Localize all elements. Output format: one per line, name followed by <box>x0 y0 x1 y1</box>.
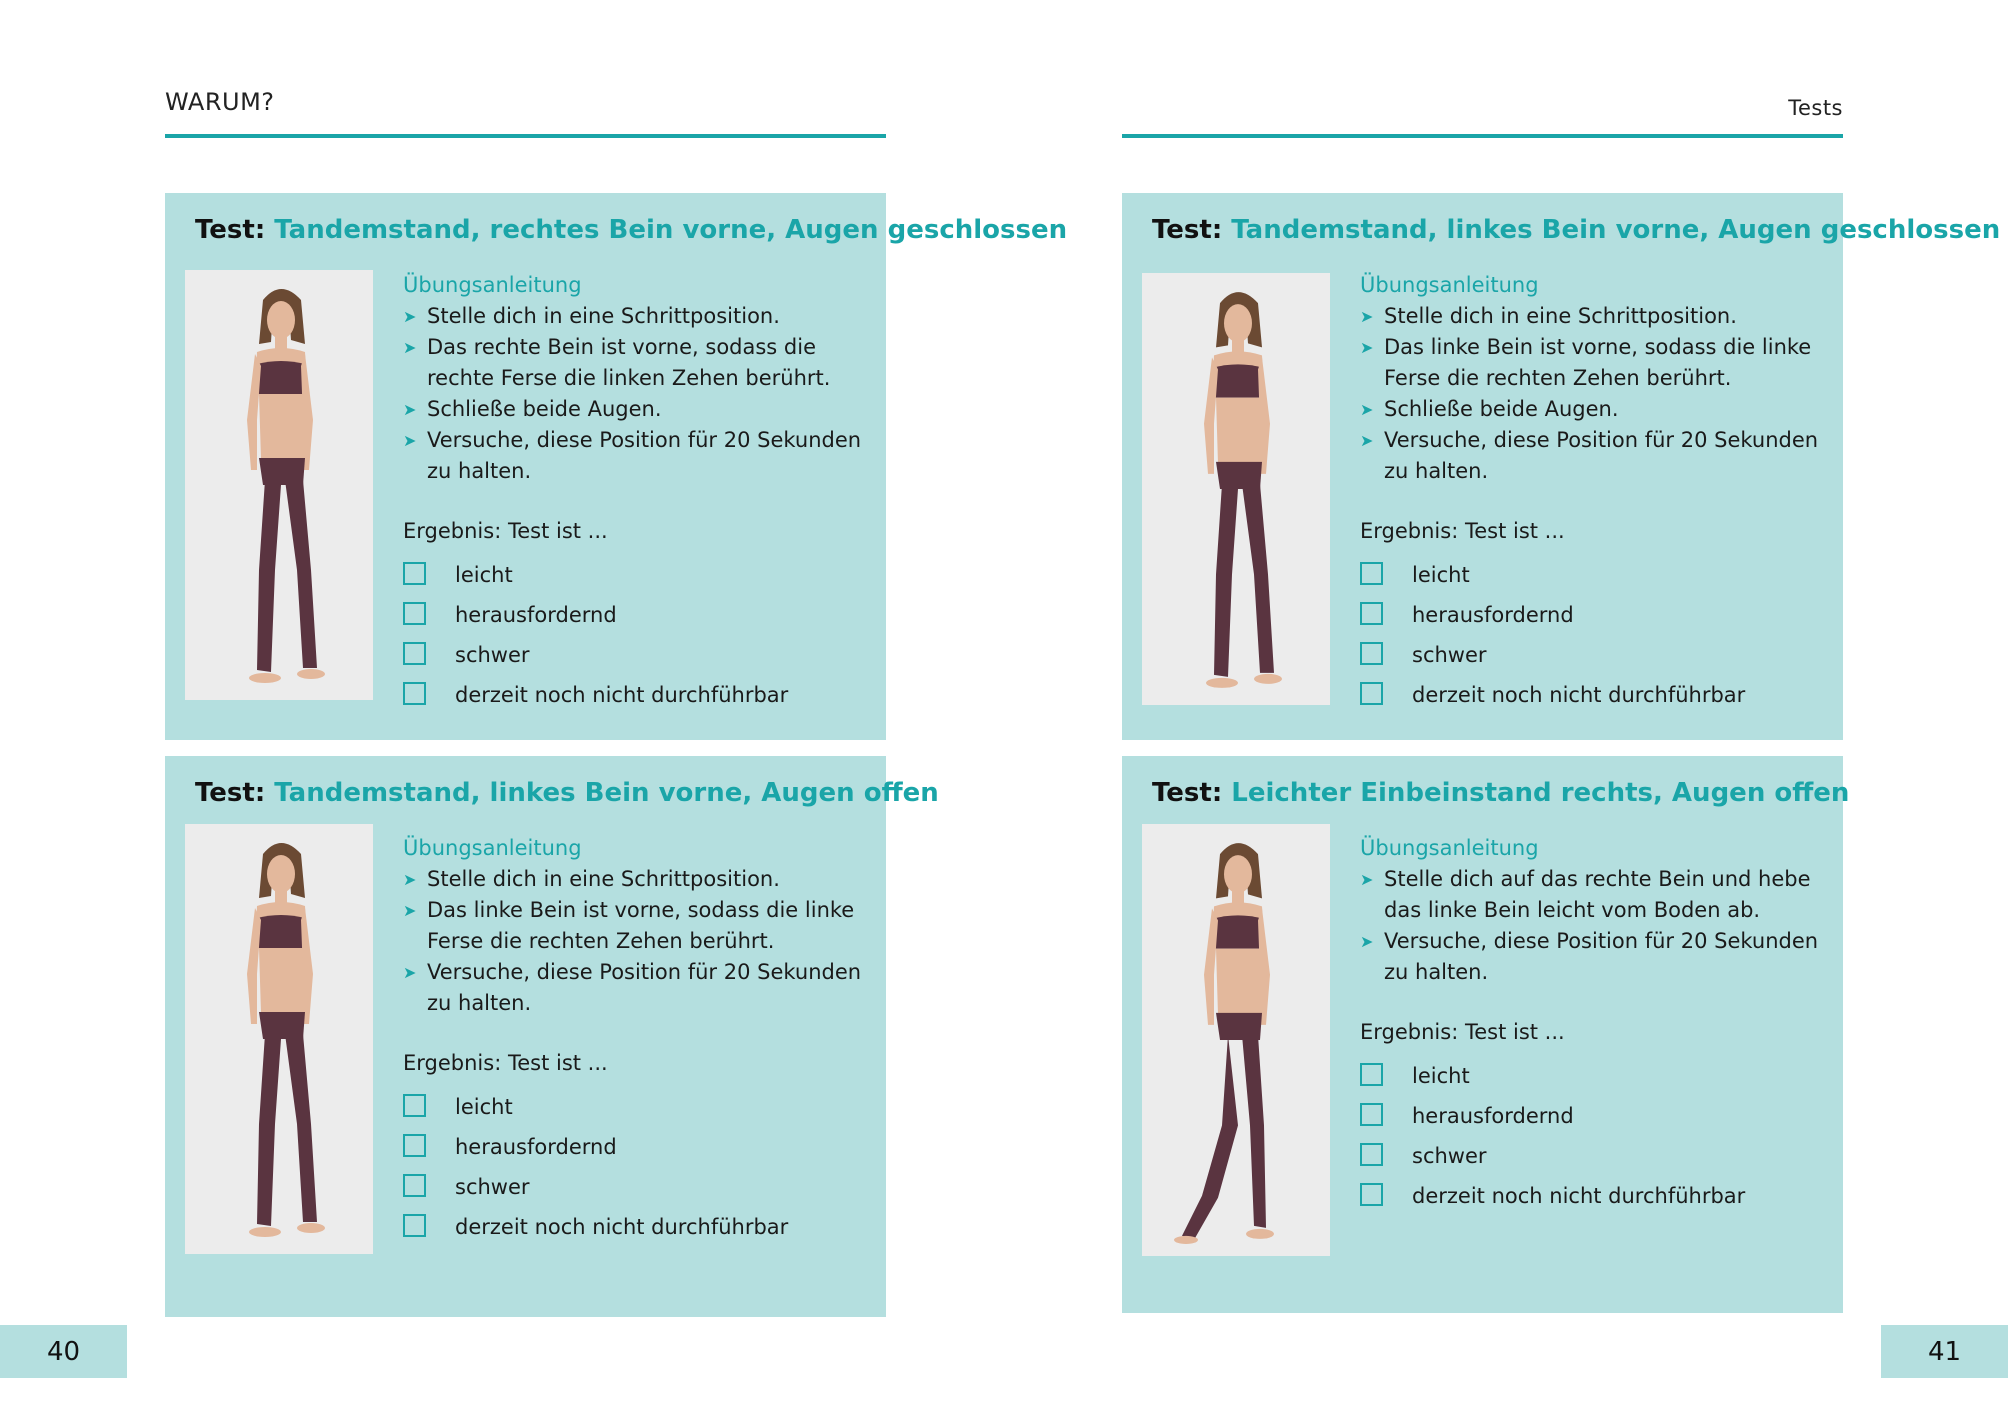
checkbox[interactable] <box>1360 562 1383 585</box>
test-card <box>165 756 939 1317</box>
checkbox[interactable] <box>403 562 426 585</box>
result-option-label: herausfordernd <box>455 1135 617 1159</box>
steps-list <box>1360 864 1830 988</box>
test-name: Tandemstand, linkes Bein vorne, Augen offen <box>274 778 939 808</box>
chevron-right-icon: ➤ <box>403 963 417 982</box>
chevron-right-icon: ➤ <box>403 400 417 419</box>
test-card <box>1122 193 2001 740</box>
chevron-right-icon: ➤ <box>1360 870 1374 889</box>
result-option-label: herausfordernd <box>1412 1104 1574 1128</box>
result-option[interactable] <box>1360 1176 1830 1216</box>
header-rule-left <box>165 134 886 138</box>
result-label: Ergebnis: Test ist ... <box>1360 519 1565 543</box>
step-item <box>1360 301 1830 332</box>
result-option-label: leicht <box>1412 563 1470 587</box>
checkbox[interactable] <box>1360 1063 1383 1086</box>
chevron-right-icon: ➤ <box>1360 307 1374 326</box>
step-item <box>403 332 873 394</box>
result-option-label: derzeit noch nicht durchführbar <box>455 683 789 707</box>
chevron-right-icon: ➤ <box>403 338 417 357</box>
step-text: Schließe beide Augen. <box>1384 397 1619 421</box>
result-label: Ergebnis: Test ist ... <box>403 519 608 543</box>
running-head-left: WARUM? <box>165 88 275 116</box>
result-options <box>1360 555 1830 715</box>
checkbox[interactable] <box>403 1174 426 1197</box>
result-option-label: derzeit noch nicht durchführbar <box>455 1215 789 1239</box>
result-option-label: herausfordernd <box>455 603 617 627</box>
step-text: Versuche, diese Position für 20 Sekunden zu halten. <box>1384 929 1819 984</box>
result-option[interactable] <box>1360 595 1830 635</box>
instructions-heading: Übungsanleitung <box>1360 273 1539 297</box>
step-text: Stelle dich auf das rechte Bein und hebe das linke Bein leicht vom Boden ab. <box>1384 867 1811 922</box>
chevron-right-icon: ➤ <box>1360 338 1374 357</box>
chevron-right-icon: ➤ <box>1360 400 1374 419</box>
step-text: Stelle dich in eine Schrittposition. <box>1384 304 1737 328</box>
result-option[interactable] <box>1360 675 1830 715</box>
steps-list <box>403 864 873 1019</box>
chevron-right-icon: ➤ <box>403 870 417 889</box>
page-number-left: 40 <box>0 1325 127 1378</box>
result-option[interactable] <box>403 555 873 595</box>
step-text: Stelle dich in eine Schrittposition. <box>427 304 780 328</box>
checkbox[interactable] <box>403 1214 426 1237</box>
card-content <box>1360 836 1830 1216</box>
result-option-label: schwer <box>1412 643 1487 667</box>
chevron-right-icon: ➤ <box>1360 431 1374 450</box>
card-content <box>1360 273 1830 715</box>
result-option-label: derzeit noch nicht durchführbar <box>1412 1184 1746 1208</box>
result-options <box>403 555 873 715</box>
result-option-label: schwer <box>455 1175 530 1199</box>
header-rule-right <box>1122 134 1843 138</box>
step-item <box>403 425 873 487</box>
card-content <box>403 836 873 1247</box>
result-option[interactable] <box>403 1207 873 1247</box>
steps-list <box>403 301 873 487</box>
result-label: Ergebnis: Test ist ... <box>403 1051 608 1075</box>
running-head-right: Tests <box>1788 96 1843 120</box>
result-option[interactable] <box>1360 1096 1830 1136</box>
step-text: Versuche, diese Position für 20 Sekunden zu halten. <box>427 428 862 483</box>
result-option-label: leicht <box>1412 1064 1470 1088</box>
step-text: Das linke Bein ist vorne, sodass die linke Ferse die rechten Zehen berührt. <box>427 898 855 953</box>
card-title <box>1152 778 1849 808</box>
step-item <box>1360 394 1830 425</box>
step-item <box>403 394 873 425</box>
step-text: Das linke Bein ist vorne, sodass die linke Ferse die rechten Zehen berührt. <box>1384 335 1812 390</box>
steps-list <box>1360 301 1830 487</box>
test-card <box>165 193 1068 740</box>
checkbox[interactable] <box>1360 642 1383 665</box>
step-item <box>403 895 873 957</box>
card-content <box>403 273 873 715</box>
checkbox[interactable] <box>1360 1143 1383 1166</box>
checkbox[interactable] <box>403 682 426 705</box>
result-label: Ergebnis: Test ist ... <box>1360 1020 1565 1044</box>
instructions-heading: Übungsanleitung <box>403 273 582 297</box>
chevron-right-icon: ➤ <box>403 431 417 450</box>
result-option[interactable] <box>1360 555 1830 595</box>
checkbox[interactable] <box>1360 1103 1383 1126</box>
result-option[interactable] <box>403 1087 873 1127</box>
step-item <box>1360 864 1830 926</box>
step-text: Schließe beide Augen. <box>427 397 662 421</box>
card-title <box>1152 215 2000 245</box>
page-number-right: 41 <box>1881 1325 2008 1378</box>
step-item <box>403 301 873 332</box>
chevron-right-icon: ➤ <box>403 307 417 326</box>
checkbox[interactable] <box>1360 682 1383 705</box>
exercise-photo <box>185 824 373 1254</box>
step-item <box>1360 926 1830 988</box>
result-option[interactable] <box>403 1127 873 1167</box>
result-option[interactable] <box>403 595 873 635</box>
checkbox[interactable] <box>1360 1183 1383 1206</box>
test-prefix: Test: <box>1152 778 1223 808</box>
step-text: Stelle dich in eine Schrittposition. <box>427 867 780 891</box>
result-option-label: schwer <box>1412 1144 1487 1168</box>
step-item <box>403 864 873 895</box>
result-option[interactable] <box>403 635 873 675</box>
card-title <box>195 215 1067 245</box>
chevron-right-icon: ➤ <box>1360 932 1374 951</box>
checkbox[interactable] <box>403 602 426 625</box>
chevron-right-icon: ➤ <box>403 901 417 920</box>
test-name: Tandemstand, rechtes Bein vorne, Augen geschlossen <box>274 215 1068 245</box>
result-option-label: derzeit noch nicht durchführbar <box>1412 683 1746 707</box>
test-name: Leichter Einbeinstand rechts, Augen offen <box>1231 778 1850 808</box>
instructions-heading: Übungsanleitung <box>403 836 582 860</box>
checkbox[interactable] <box>403 1134 426 1157</box>
checkbox[interactable] <box>1360 602 1383 625</box>
test-card <box>1122 756 1850 1313</box>
step-item <box>1360 425 1830 487</box>
result-option-label: herausfordernd <box>1412 603 1574 627</box>
test-prefix: Test: <box>1152 215 1223 245</box>
result-option[interactable] <box>1360 635 1830 675</box>
step-item <box>403 957 873 1019</box>
exercise-photo <box>185 270 373 700</box>
step-text: Das rechte Bein ist vorne, sodass die rechte Ferse die linken Zehen berührt. <box>427 335 831 390</box>
result-option-label: leicht <box>455 563 513 587</box>
step-text: Versuche, diese Position für 20 Sekunden zu halten. <box>1384 428 1819 483</box>
result-option[interactable] <box>1360 1136 1830 1176</box>
result-option[interactable] <box>403 675 873 715</box>
result-option[interactable] <box>403 1167 873 1207</box>
result-option-label: leicht <box>455 1095 513 1119</box>
result-option[interactable] <box>1360 1056 1830 1096</box>
step-item <box>1360 332 1830 394</box>
checkbox[interactable] <box>403 642 426 665</box>
test-prefix: Test: <box>195 778 266 808</box>
test-prefix: Test: <box>195 215 266 245</box>
result-option-label: schwer <box>455 643 530 667</box>
exercise-photo <box>1142 824 1330 1256</box>
exercise-photo <box>1142 273 1330 705</box>
step-text: Versuche, diese Position für 20 Sekunden zu halten. <box>427 960 862 1015</box>
result-options <box>403 1087 873 1247</box>
checkbox[interactable] <box>403 1094 426 1117</box>
test-name: Tandemstand, linkes Bein vorne, Augen geschlossen <box>1231 215 2001 245</box>
result-options <box>1360 1056 1830 1216</box>
card-title <box>195 778 939 808</box>
instructions-heading: Übungsanleitung <box>1360 836 1539 860</box>
